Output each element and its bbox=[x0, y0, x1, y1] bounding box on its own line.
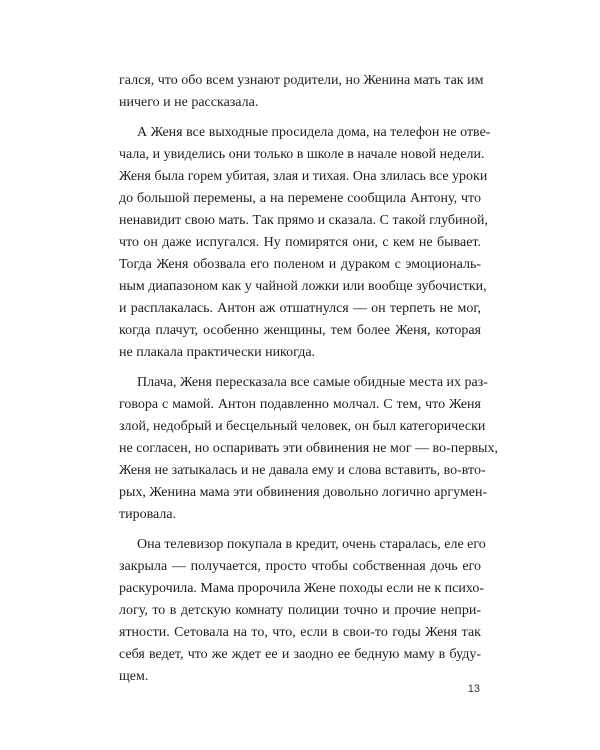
text-line: закрыла — получается, просто чтобы собственная дочь его bbox=[119, 559, 481, 574]
text-line: Тогда Женя обозвала его поленом и дураком с эмоциональ- bbox=[119, 257, 481, 272]
text-line: А Женя все выходные просидела дома, на телефон не отве- bbox=[137, 125, 491, 140]
paragraph bbox=[119, 70, 484, 114]
paragraph bbox=[119, 372, 498, 526]
text-line: чала, и увиделись они только в школе в начале новой недели. bbox=[119, 147, 485, 162]
text-line: себя ведет, что же ждет ее и заодно ее бедную маму в буду- bbox=[119, 647, 481, 662]
text-line: тировала. bbox=[119, 507, 177, 522]
text-line: гался, что обо всем узнают родители, но Женина мать так им bbox=[119, 73, 484, 88]
text-line: что он даже испугался. Ну помирятся они, с кем не бывает. bbox=[119, 235, 481, 250]
text-line: раскурочила. Мама пророчила Жене походы если не к психо- bbox=[119, 581, 484, 596]
text-line: ничего и не рассказала. bbox=[119, 95, 259, 110]
text-line: и расплакалась. Антон аж отшатнулся — он терпеть не мог, bbox=[119, 301, 481, 316]
text-line: ятности. Сетовала на то, что, если в свои-то годы Женя так bbox=[119, 625, 481, 640]
text-line: Она телевизор покупала в кредит, очень старалась, еле его bbox=[137, 537, 486, 552]
paragraph bbox=[119, 122, 491, 364]
text-line: когда плачут, особенно женщины, тем более Женя, которая bbox=[119, 323, 481, 338]
text-line: до большой перемены, а на перемене сообщила Антону, что bbox=[119, 191, 481, 206]
text-line: логу, то в детскую комнату полиции точно и прочие непри- bbox=[119, 603, 481, 618]
text-line: говора с мамой. Антон подавленно молчал. С тем, что Женя bbox=[119, 397, 481, 412]
text-line: не согласен, но оспаривать эти обвинения не мог — во-первых, bbox=[119, 441, 498, 456]
text-line: рых, Женина мама эти обвинения довольно логично аргумен- bbox=[119, 485, 488, 500]
text-line: не плакала практически никогда. bbox=[119, 345, 316, 360]
text-line: ным диапазоном как у чайной ложки или вообще зубочистки, bbox=[119, 279, 487, 294]
text-line: Женя не затыкалась и не давала ему и слова вставить, во-вто- bbox=[119, 463, 486, 478]
text-line: Женя была горем убитая, злая и тихая. Она злилась все уроки bbox=[119, 169, 488, 184]
page-number: 13 bbox=[467, 683, 480, 695]
text-line: Плача, Женя пересказала все самые обидные места их раз- bbox=[137, 375, 488, 390]
text-line: щем. bbox=[119, 669, 149, 684]
body-text bbox=[119, 70, 498, 688]
paragraph bbox=[119, 534, 486, 688]
text-line: злой, недобрый и бесцельный человек, он был категорически bbox=[119, 419, 486, 434]
text-line: ненавидит свою мать. Так прямо и сказала. С такой глубиной, bbox=[119, 213, 488, 228]
